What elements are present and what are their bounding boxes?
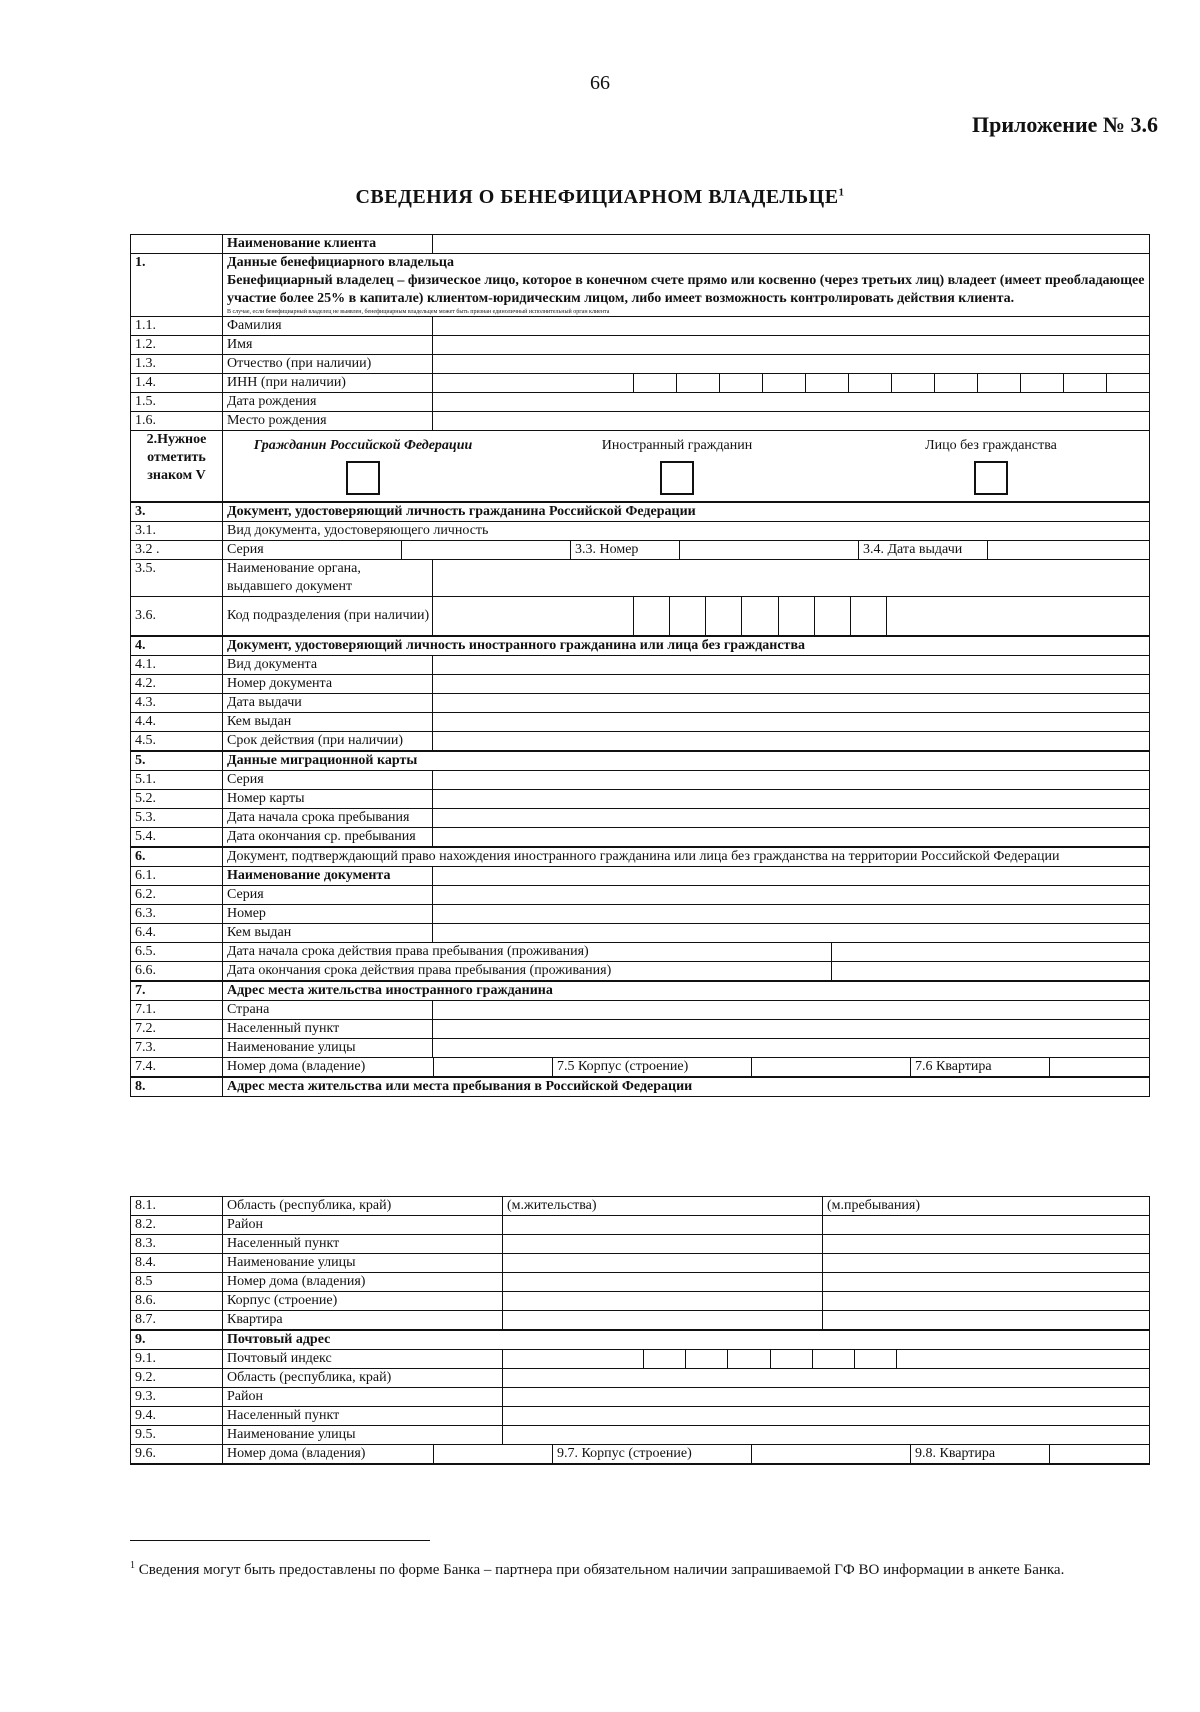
locality-residence-field[interactable]: [503, 1235, 823, 1254]
row-8-7-num: 8.7.: [131, 1311, 223, 1331]
row-1-5-num: 1.5.: [131, 393, 223, 412]
row-8-1-num: 8.1.: [131, 1197, 223, 1216]
district-label: Район: [223, 1216, 503, 1235]
row-9-4-num: 9.4.: [131, 1407, 223, 1426]
street-stay-field[interactable]: [823, 1254, 1150, 1273]
row-4-5-num: 4.5.: [131, 732, 223, 752]
section-5-number: 5.: [131, 751, 223, 771]
address-form: [130, 1196, 1150, 1465]
row-6-5-num: 6.5.: [131, 943, 223, 962]
postal-index-label: Почтовый индекс: [223, 1350, 503, 1369]
row-8-6-num: 8.6.: [131, 1292, 223, 1311]
row-1-1-num: 1.1.: [131, 317, 223, 336]
residence-doc-number-field[interactable]: [433, 905, 1150, 924]
issuing-authority-field[interactable]: [433, 560, 1150, 597]
residence-doc-name-label: Наименование документа: [223, 867, 433, 886]
foreign-doc-date-label: Дата выдачи: [223, 694, 433, 713]
row-8-4-num: 8.4.: [131, 1254, 223, 1273]
country-field[interactable]: [433, 1001, 1150, 1020]
birth-place-label: Место рождения: [223, 412, 433, 431]
foreign-doc-validity-label: Срок действия (при наличии): [223, 732, 433, 752]
residence-doc-series-field[interactable]: [433, 886, 1150, 905]
district-stay-field[interactable]: [823, 1216, 1150, 1235]
inn-field[interactable]: [433, 374, 1150, 393]
foreign-street-field[interactable]: [433, 1039, 1150, 1058]
residence-doc-series-label: Серия: [223, 886, 433, 905]
row-3-1-num: 3.1.: [131, 522, 223, 541]
section-5-heading: Данные миграционной карты: [223, 751, 1150, 771]
beneficiary-form: [130, 234, 1150, 1097]
row-8-2-num: 8.2.: [131, 1216, 223, 1235]
doc-number-field[interactable]: [680, 541, 859, 559]
street-label: Наименование улицы: [223, 1254, 503, 1273]
row-3-6-num: 3.6.: [131, 597, 223, 637]
foreign-doc-number-field[interactable]: [433, 675, 1150, 694]
apartment-label: Квартира: [223, 1311, 503, 1331]
citizenship-options: [223, 431, 1150, 503]
row-5-2-num: 5.2.: [131, 790, 223, 809]
postal-house-label: Номер дома (владения): [223, 1445, 434, 1463]
postal-region-field[interactable]: [503, 1369, 1150, 1388]
street-residence-field[interactable]: [503, 1254, 823, 1273]
russian-citizen-checkbox[interactable]: [346, 461, 380, 495]
foreign-doc-type-field[interactable]: [433, 656, 1150, 675]
postal-region-label: Область (республика, край): [223, 1369, 503, 1388]
postal-street-label: Наименование улицы: [223, 1426, 503, 1445]
postal-apartment-label: 9.8. Квартира: [911, 1445, 1050, 1463]
series-field[interactable]: [402, 541, 571, 559]
id-doc-type-label: Вид документа, удостоверяющего личность: [223, 522, 1150, 541]
row-5-4-num: 5.4.: [131, 828, 223, 848]
house-residence-field[interactable]: [503, 1273, 823, 1292]
row-4-1-num: 4.1.: [131, 656, 223, 675]
foreign-house-field[interactable]: [434, 1058, 553, 1076]
foreign-apartment-field[interactable]: [1050, 1058, 1149, 1076]
beneficiary-definition: Бенефициарный владелец – физическое лицо, которое в конечном счете прямо или косвенно (через третьих лиц) владеет (имеет преобладающее участие более 25% в капитале) клиентом-юридическим лицом, либо имеет возможность контролировать действия клиента.: [227, 273, 1145, 306]
row-8-5-num: 8.5: [131, 1273, 223, 1292]
section-1-header: [223, 254, 1150, 317]
row-8-3-num: 8.3.: [131, 1235, 223, 1254]
page-number: 66: [590, 72, 610, 94]
stay-start-label: Дата начала срока пребывания: [223, 809, 433, 828]
apartment-residence-field[interactable]: [503, 1311, 823, 1331]
residence-doc-issuer-field[interactable]: [433, 924, 1150, 943]
country-label: Страна: [223, 1001, 433, 1020]
row-7-4-num: 7.4.: [131, 1058, 223, 1078]
foreign-doc-date-field[interactable]: [433, 694, 1150, 713]
row-4-4-num: 4.4.: [131, 713, 223, 732]
locality-stay-field[interactable]: [823, 1235, 1150, 1254]
row-1-4-num: 1.4.: [131, 374, 223, 393]
surname-field[interactable]: [433, 317, 1150, 336]
row-9-1-num: 9.1.: [131, 1350, 223, 1369]
district-residence-field[interactable]: [503, 1216, 823, 1235]
issue-date-field[interactable]: [988, 541, 1149, 559]
section-1-heading: Данные бенефициарного владельца: [227, 255, 454, 270]
section-8-heading: Адрес места жительства или места пребывания в Российской Федерации: [223, 1077, 1150, 1097]
section-6-number: 6.: [131, 847, 223, 867]
foreign-korpus-label: 7.5 Корпус (строение): [553, 1058, 752, 1076]
row-5-1-num: 5.1.: [131, 771, 223, 790]
row-1-3-num: 1.3.: [131, 355, 223, 374]
surname-label: Фамилия: [223, 317, 433, 336]
row-3-2-num: 3.2 .: [131, 541, 223, 560]
row-7-3-num: 7.3.: [131, 1039, 223, 1058]
issue-date-label: 3.4. Дата выдачи: [859, 541, 988, 559]
foreign-korpus-field[interactable]: [752, 1058, 911, 1076]
foreign-doc-issuer-label: Кем выдан: [223, 713, 433, 732]
postal-district-label: Район: [223, 1388, 503, 1407]
document-title: СВЕДЕНИЯ О БЕНЕФИЦИАРНОМ ВЛАДЕЛЬЦЕ$^1$: [355, 186, 845, 208]
row-4-2-num: 4.2.: [131, 675, 223, 694]
division-code-label: Код подразделения (при наличии): [223, 597, 433, 637]
foreign-doc-issuer-field[interactable]: [433, 713, 1150, 732]
postal-korpus-field[interactable]: [752, 1445, 911, 1463]
section-7-heading: Адрес места жительства иностранного гражданина: [223, 981, 1150, 1001]
patronymic-label: Отчество (при наличии): [223, 355, 433, 374]
row-7-2-num: 7.2.: [131, 1020, 223, 1039]
right-end-field[interactable]: [832, 962, 1149, 980]
row-6-4-num: 6.4.: [131, 924, 223, 943]
row-1-6-num: 1.6.: [131, 412, 223, 431]
client-name-label: Наименование клиента: [223, 235, 433, 254]
birth-place-field[interactable]: [433, 412, 1150, 431]
row-4-3-num: 4.3.: [131, 694, 223, 713]
postal-index-field[interactable]: [503, 1350, 1150, 1369]
row-9-3-num: 9.3.: [131, 1388, 223, 1407]
section-3-heading: Документ, удостоверяющий личность гражданина Российской Федерации: [223, 502, 1150, 522]
stateless-checkbox[interactable]: [974, 461, 1008, 495]
foreign-doc-validity-field[interactable]: [433, 732, 1150, 752]
section-1-number: 1.: [131, 254, 223, 317]
row-9-5-num: 9.5.: [131, 1426, 223, 1445]
house-stay-field[interactable]: [823, 1273, 1150, 1292]
footnote-text: Сведения могут быть предоставлены по форме Банка – партнера при обязательном наличии запрашиваемой ГФ ВО информации в анкете Банка.: [138, 1562, 1065, 1578]
section-8-number: 8.: [131, 1077, 223, 1097]
foreign-citizen-checkbox[interactable]: [660, 461, 694, 495]
postal-district-field[interactable]: [503, 1388, 1150, 1407]
inn-label: ИНН (при наличии): [223, 374, 433, 393]
section-7-number: 7.: [131, 981, 223, 1001]
migration-series-label: Серия: [223, 771, 433, 790]
name-field[interactable]: [433, 336, 1150, 355]
stay-end-field[interactable]: [433, 828, 1150, 848]
row-3-5-num: 3.5.: [131, 560, 223, 597]
birth-date-label: Дата рождения: [223, 393, 433, 412]
residence-doc-issuer-label: Кем выдан: [223, 924, 433, 943]
postal-locality-field[interactable]: [503, 1407, 1150, 1426]
row-9-2-num: 9.2.: [131, 1369, 223, 1388]
footnote: [130, 1556, 1150, 1580]
row-6-2-num: 6.2.: [131, 886, 223, 905]
foreign-doc-number-label: Номер документа: [223, 675, 433, 694]
row-6-3-num: 6.3.: [131, 905, 223, 924]
series-number-date-row: [223, 541, 1150, 560]
region-label: Область (республика, край): [223, 1197, 503, 1216]
postal-locality-label: Населенный пункт: [223, 1407, 503, 1426]
row-1-2-num: 1.2.: [131, 336, 223, 355]
row-5-3-num: 5.3.: [131, 809, 223, 828]
section-9-number: 9.: [131, 1330, 223, 1350]
foreign-locality-field[interactable]: [433, 1020, 1150, 1039]
stay-column-header: (м.пребывания): [823, 1197, 1150, 1216]
residence-column-header: (м.жительства): [503, 1197, 823, 1216]
doc-number-label: 3.3. Номер: [571, 541, 680, 559]
right-start-label: Дата начала срока действия права пребывания (проживания): [223, 943, 832, 961]
stay-end-label: Дата окончания ср. пребывания: [223, 828, 433, 848]
migration-number-label: Номер карты: [223, 790, 433, 809]
name-label: Имя: [223, 336, 433, 355]
foreign-house-label: Номер дома (владение): [223, 1058, 434, 1076]
division-code-field[interactable]: [433, 597, 1150, 637]
locality-label: Населенный пункт: [223, 1235, 503, 1254]
korpus-stay-field[interactable]: [823, 1292, 1150, 1311]
foreign-locality-label: Населенный пункт: [223, 1020, 433, 1039]
section-3-number: 3.: [131, 502, 223, 522]
footnote-divider: [130, 1540, 430, 1541]
section-4-heading: Документ, удостоверяющий личность иностранного гражданина или лица без гражданства: [223, 636, 1150, 656]
client-name-field[interactable]: [433, 235, 1150, 254]
right-end-label: Дата окончания срока действия права пребывания (проживания): [223, 962, 832, 980]
row-7-1-num: 7.1.: [131, 1001, 223, 1020]
option-stateless: Лицо без гражданства: [861, 437, 1121, 495]
postal-house-field[interactable]: [434, 1445, 553, 1463]
right-start-field[interactable]: [832, 943, 1149, 961]
postal-apartment-field[interactable]: [1050, 1445, 1149, 1463]
house-label: Номер дома (владения): [223, 1273, 503, 1292]
series-label: Серия: [223, 541, 402, 559]
row-9-6-num: 9.6.: [131, 1445, 223, 1465]
section-6-heading: Документ, подтверждающий право нахождения иностранного гражданина или лица без гражданства на территории Российской Федерации: [223, 847, 1150, 867]
option-foreign-citizen: Иностранный гражданин: [547, 437, 807, 495]
birth-date-field[interactable]: [433, 393, 1150, 412]
korpus-label: Корпус (строение): [223, 1292, 503, 1311]
row-6-1-num: 6.1.: [131, 867, 223, 886]
beneficiary-note: В случае, если бенефициарный владелец не выявлен, бенефициарным владельцем может быть признан единоличный исполнительный орган клиента: [227, 309, 610, 315]
postal-korpus-label: 9.7. Корпус (строение): [553, 1445, 752, 1463]
footnote-mark: 1: [130, 1560, 135, 1571]
foreign-street-label: Наименование улицы: [223, 1039, 433, 1058]
title-footnote-mark: 1: [838, 186, 845, 199]
migration-series-field[interactable]: [433, 771, 1150, 790]
option-russian-citizen: Гражданин Российской Федерации: [233, 437, 493, 495]
section-4-number: 4.: [131, 636, 223, 656]
migration-number-field[interactable]: [433, 790, 1150, 809]
foreign-doc-type-label: Вид документа: [223, 656, 433, 675]
stay-start-field[interactable]: [433, 809, 1150, 828]
apartment-stay-field[interactable]: [823, 1311, 1150, 1331]
residence-doc-name-field[interactable]: [433, 867, 1150, 886]
issuing-authority-label: Наименование органа, выдавшего документ: [223, 560, 433, 597]
section-2-number: 2.Нужное отметить знаком V: [131, 431, 223, 503]
postal-street-field[interactable]: [503, 1426, 1150, 1445]
foreign-apartment-label: 7.6 Квартира: [911, 1058, 1050, 1076]
residence-doc-number-label: Номер: [223, 905, 433, 924]
section-9-heading: Почтовый адрес: [223, 1330, 1150, 1350]
appendix-label: Приложение № 3.6: [972, 112, 1158, 137]
korpus-residence-field[interactable]: [503, 1292, 823, 1311]
row-6-6-num: 6.6.: [131, 962, 223, 982]
patronymic-field[interactable]: [433, 355, 1150, 374]
